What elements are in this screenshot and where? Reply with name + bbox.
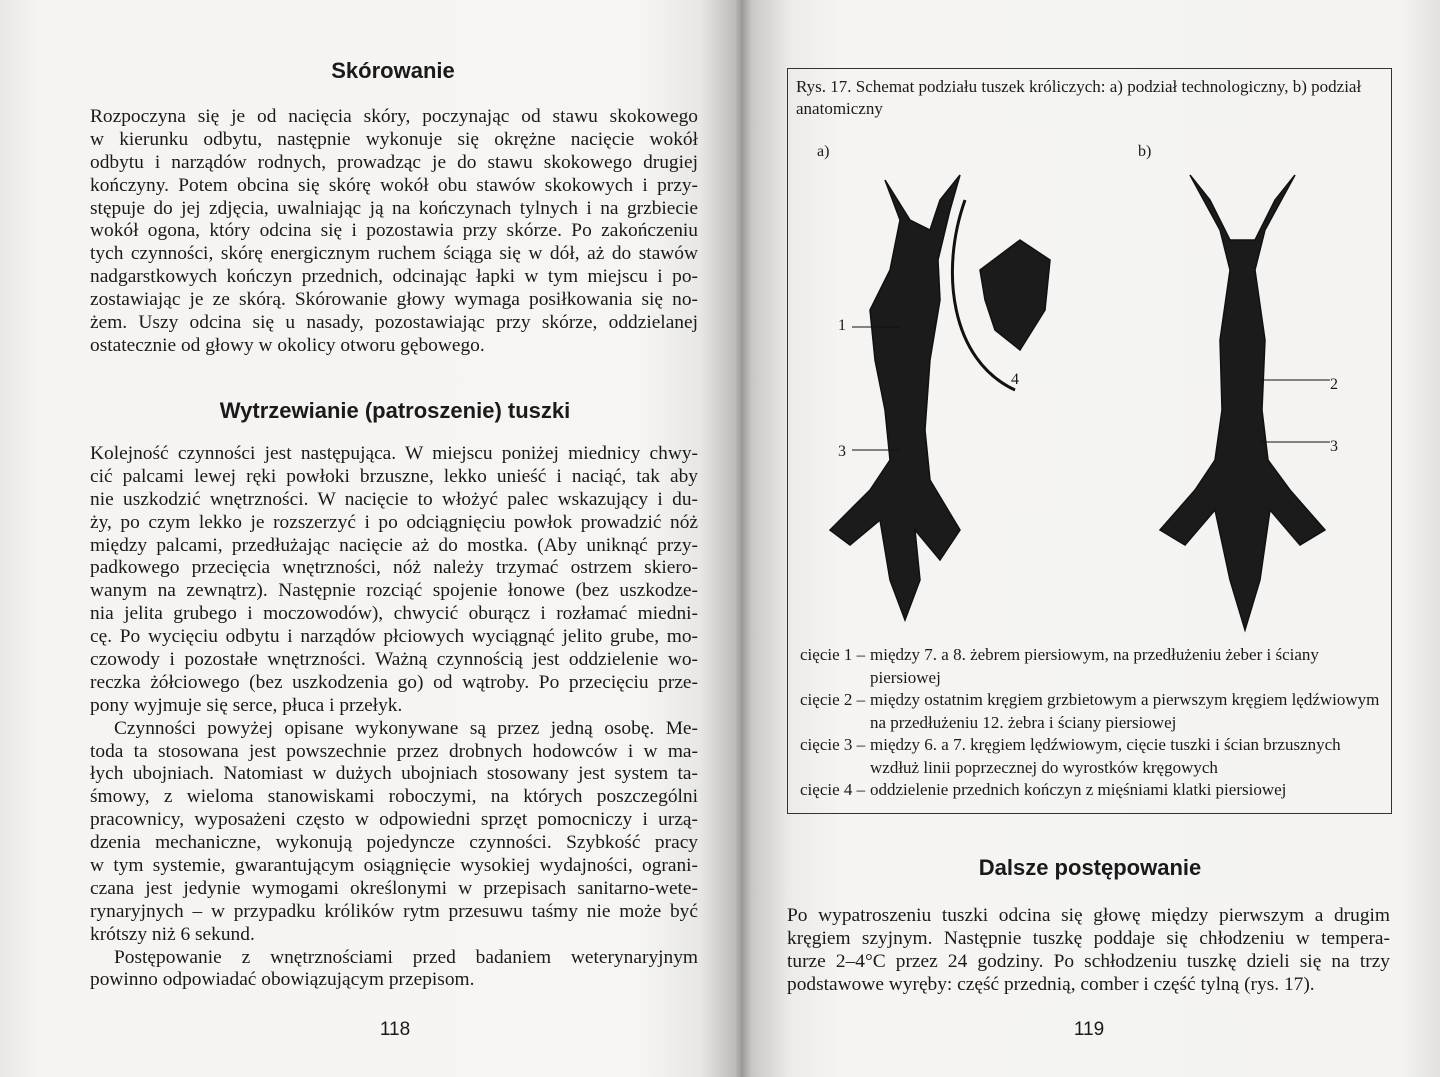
text-line: Kolejność czynności jest następująca. W miejscu poniżej miednicy chwy- [90, 443, 698, 464]
marker-3-right: 3 [1330, 438, 1338, 455]
text-line: w tym systemie, gwarantującym osiągnięcie wysokiej wydajności, ograni- [90, 855, 698, 877]
text-line: czowody i pozostałe wnętrzności. Ważną czynnością jest oddzielenie wo- [90, 649, 698, 671]
text-line: ostatecznie od głowy w okolicy otworu gębowego. [90, 334, 485, 356]
text-line: powinno odpowiadać obowiązującym przepisom. [90, 969, 475, 991]
text-line: czana jest jedynie wymogami określonymi w przepisach sanitarno-wete- [90, 877, 698, 899]
legend-key: cięcie 2 – [800, 690, 866, 709]
figure-caption: Rys. 17. Schemat podziału tuszek króliczych: a) podział technologiczny, b) podział anatomiczny [796, 77, 1362, 118]
legend-key: cięcie 1 – [800, 645, 866, 664]
section-wytrzewianie-text [90, 443, 698, 992]
legend-item [800, 689, 1380, 734]
text-line: kończyny. Potem obcina się skórę wokół obu stawów skokowych i przy- [90, 174, 698, 196]
text-line: krótszy niż 6 sekund. [90, 923, 255, 945]
section-skorowanie-text [90, 106, 698, 358]
text-line: nie uszkodzić wnętrzności. W nacięcie to włożyć palec wskazujący i du- [90, 488, 698, 510]
legend-item [800, 734, 1380, 779]
legend-text: między 7. a 8. żebrem piersiowym, na przedłużeniu żeber i ściany piersiowej [870, 645, 1319, 687]
figure-label-b: b) [1138, 143, 1152, 160]
marker-2: 2 [1330, 376, 1338, 393]
legend-text: między ostatnim kręgiem grzbietowym a pierwszym kręgiem lędźwiowym na przedłużeniu 12. żebra i ściany piersiowej [870, 690, 1380, 732]
text-line: padkowego przecięcia wnętrzności, nóż należy trzymać ostrzem skiero- [90, 557, 698, 579]
text-line: zostawiając je ze skórą. Skórowanie głowy wymaga posiłkowania się no- [90, 289, 698, 311]
heading-wytrzewianie: Wytrzewianie (patroszenie) tuszki [219, 398, 571, 423]
text-line: reczka żółciowego (bez uszkodzenia go) od wątroby. Po przecięciu prze- [90, 671, 698, 693]
text-line: Rozpoczyna się je od nacięcia skóry, poczynając od stawu skokowego [90, 106, 698, 127]
text-line: dzenia mechaniczne, wykonują pojedyncze czynności. Szybkość pracy [90, 832, 698, 854]
text-line: stępuje do jej zdjęcia, uwalniając ją na kończynach tylnych i na grzbiecie [90, 197, 698, 219]
page-number-right: 119 [1073, 1019, 1105, 1040]
text-line: toda ta stosowana jest powszechnie przez drobnych hodowców i w ma- [90, 740, 698, 762]
marker-4: 4 [1011, 371, 1019, 388]
legend-key: cięcie 3 – [800, 735, 866, 754]
text-line: cę. Po wycięciu odbytu i narządów płciowych wyciągnąć jelito grube, mo- [90, 626, 698, 648]
heading-dalsze-postepowanie: Dalsze postępowanie [978, 855, 1202, 880]
text-line: między palcami, przedłużając nacięcie aż do mostka. (Aby uniknąć przy- [90, 534, 698, 556]
text-line: tych czynności, skórę energicznym ruchem ściąga się w dół, aż do stawów [90, 243, 698, 265]
figure-legend [800, 644, 1380, 802]
text-line: Postępowanie z wnętrznościami przed badaniem weterynaryjnym [114, 946, 698, 968]
legend-text: oddzielenie przednich kończyn z mięśniami klatki piersiowej [870, 780, 1287, 799]
legend-text: między 6. a 7. kręgiem lędźwiowym, cięcie tuszki i ścian brzusznych wzdłuż linii poprzecznej do wyrostków kręgowych [870, 735, 1341, 777]
text-line: wanym na zewnątrz). Następnie rozciąć spojenie łonowe (bez uszkodze- [90, 580, 698, 602]
text-line: Po wypatroszeniu tuszki odcina się głowę między pierwszym a drugim [787, 905, 1390, 926]
text-line: podstawowe wyręby: część przednią, comber i część tylną (rys. 17). [787, 973, 1315, 995]
text-line: pracownicy, wyposażeni często w odpowiedni sprzęt pomocniczy i urzą- [90, 809, 698, 831]
section-dalsze-text [787, 905, 1390, 997]
text-line: łych ubojniach. Natomiast w dużych ubojniach stosowany jest system ta- [90, 763, 698, 785]
text-line: ży, po czym lekko je rozszerzyć i po odciągnięciu powłok prowadzić nóż [90, 511, 698, 533]
carcass-a [830, 175, 960, 620]
text-line: kręgiem szyjnym. Następnie tuszkę poddaje się chłodzeniu w tempera- [787, 927, 1390, 949]
carcass-b [1160, 175, 1325, 630]
legend-item [800, 644, 1380, 689]
text-line: odbytu i narządów rodnych, prowadząc je do stawu skokowego drugiej [90, 151, 698, 173]
text-line: pony wyjmuje się serce, płuca i przełyk. [90, 694, 403, 716]
figure-label-a: a) [817, 143, 830, 160]
text-line: rynaryjnych – w przypadku królików rytm przesuwu taśmy nie może być [90, 900, 698, 922]
text-line: nadgarstkowych kończyn przednich, odcinając łapki w tym miejscu i po- [90, 266, 698, 288]
text-line: turze 2–4°C przez 24 godziny. Po schłodzeniu tuszkę dzieli się na trzy [787, 950, 1390, 972]
text-line: w kierunku odbytu, następnie wykonuje się okrężne nacięcie wokół [90, 128, 698, 150]
heading-skorowanie: Skórowanie [331, 58, 455, 83]
legend-item [800, 779, 1380, 802]
legend-key: cięcie 4 – [800, 780, 866, 799]
page-number-left: 118 [379, 1019, 411, 1040]
text-line: śmowy, z wieloma stanowiskami roboczymi, na których poszczególni [90, 786, 698, 808]
rabbit-carcass-illustration [790, 160, 1380, 640]
text-line: cić palcami lewej ręki powłoki brzuszne, lekko unieść i naciąć, tak aby [90, 465, 698, 487]
separated-forequarter [980, 240, 1050, 350]
marker-1: 1 [838, 317, 846, 334]
text-line: nia jelita grubego i moczowodów), chwycić oburącz i rozłamać miedni- [90, 603, 698, 625]
marker-3-left: 3 [838, 443, 846, 460]
text-line: Czynności powyżej opisane wykonywane są przez jedną osobę. Me- [114, 717, 698, 739]
text-line: wokół ogona, który odcina się i pozostawia przy skórze. Po zakończeniu [90, 220, 698, 242]
text-line: żem. Uszy odcina się u nasady, pozostawiając przy skórze, oddzielanej [90, 312, 698, 334]
